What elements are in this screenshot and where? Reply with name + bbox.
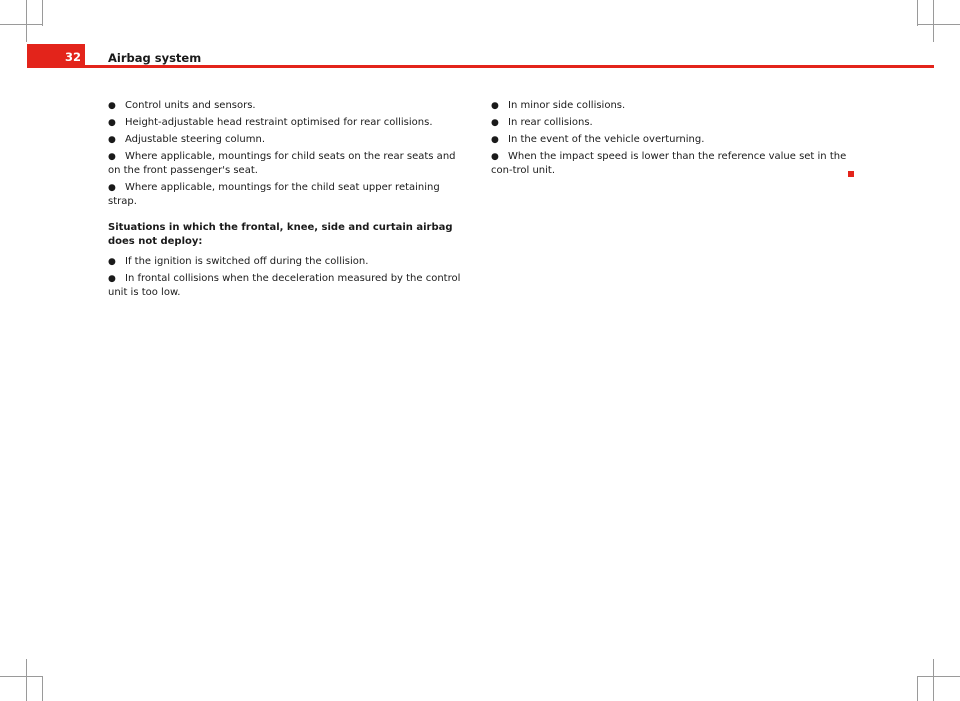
crop-mark [0,676,42,677]
list-item [491,150,847,178]
bullet-icon: ● [108,118,116,128]
subsection-heading: Situations in which the frontal, knee, side and curtain airbag does not deploy: [108,222,453,247]
list-item [108,116,463,130]
list-item [108,272,463,300]
bullet-icon: ● [108,152,116,162]
header-rule [85,65,934,68]
bullet-icon: ● [491,118,499,128]
list-item [491,99,847,113]
bullet-icon: ● [491,152,499,162]
crop-mark [26,659,27,701]
bullet-icon: ● [108,135,116,145]
crop-mark [917,0,918,26]
list-item [108,99,463,113]
crop-mark [933,0,934,42]
crop-mark [42,676,43,701]
page-number: 32 [64,50,81,64]
list-item [108,181,463,209]
bullet-icon: ● [491,101,499,111]
section-title: Airbag system [108,51,202,65]
crop-mark [917,676,918,701]
list-item-text: In rear collisions. [508,117,593,128]
page-number-badge [27,44,85,68]
list-item-text: Control units and sensors. [125,100,256,111]
right-column [491,99,847,181]
section-end-mark [848,171,854,177]
crop-mark [42,0,43,26]
crop-mark [0,24,42,25]
list-item-text: When the impact speed is lower than the reference value set in the con-trol unit. [491,151,847,176]
bullet-icon: ● [108,257,116,267]
list-item-text: In the event of the vehicle overturning. [508,134,705,145]
left-column [108,99,463,303]
crop-mark [933,659,934,701]
crop-mark [918,676,960,677]
list-item-text: Where applicable, mountings for the child seat upper retaining strap. [108,182,440,207]
bullet-icon: ● [491,135,499,145]
bullet-icon: ● [108,101,116,111]
list-item [491,133,847,147]
list-item-text: If the ignition is switched off during the collision. [125,256,369,267]
list-item-text: In minor side collisions. [508,100,626,111]
crop-mark [26,0,27,42]
crop-mark [918,24,960,25]
list-item-text: Adjustable steering column. [125,134,266,145]
list-item-text: Where applicable, mountings for child seats on the rear seats and on the front passenger's seat. [108,151,456,176]
bullet-icon: ● [108,183,116,193]
bullet-icon: ● [108,274,116,284]
list-item [108,133,463,147]
list-item [108,255,463,269]
list-item [108,150,463,178]
list-item [491,116,847,130]
list-item-text: In frontal collisions when the deceleration measured by the control unit is too low. [108,273,461,298]
list-item-text: Height-adjustable head restraint optimised for rear collisions. [125,117,433,128]
